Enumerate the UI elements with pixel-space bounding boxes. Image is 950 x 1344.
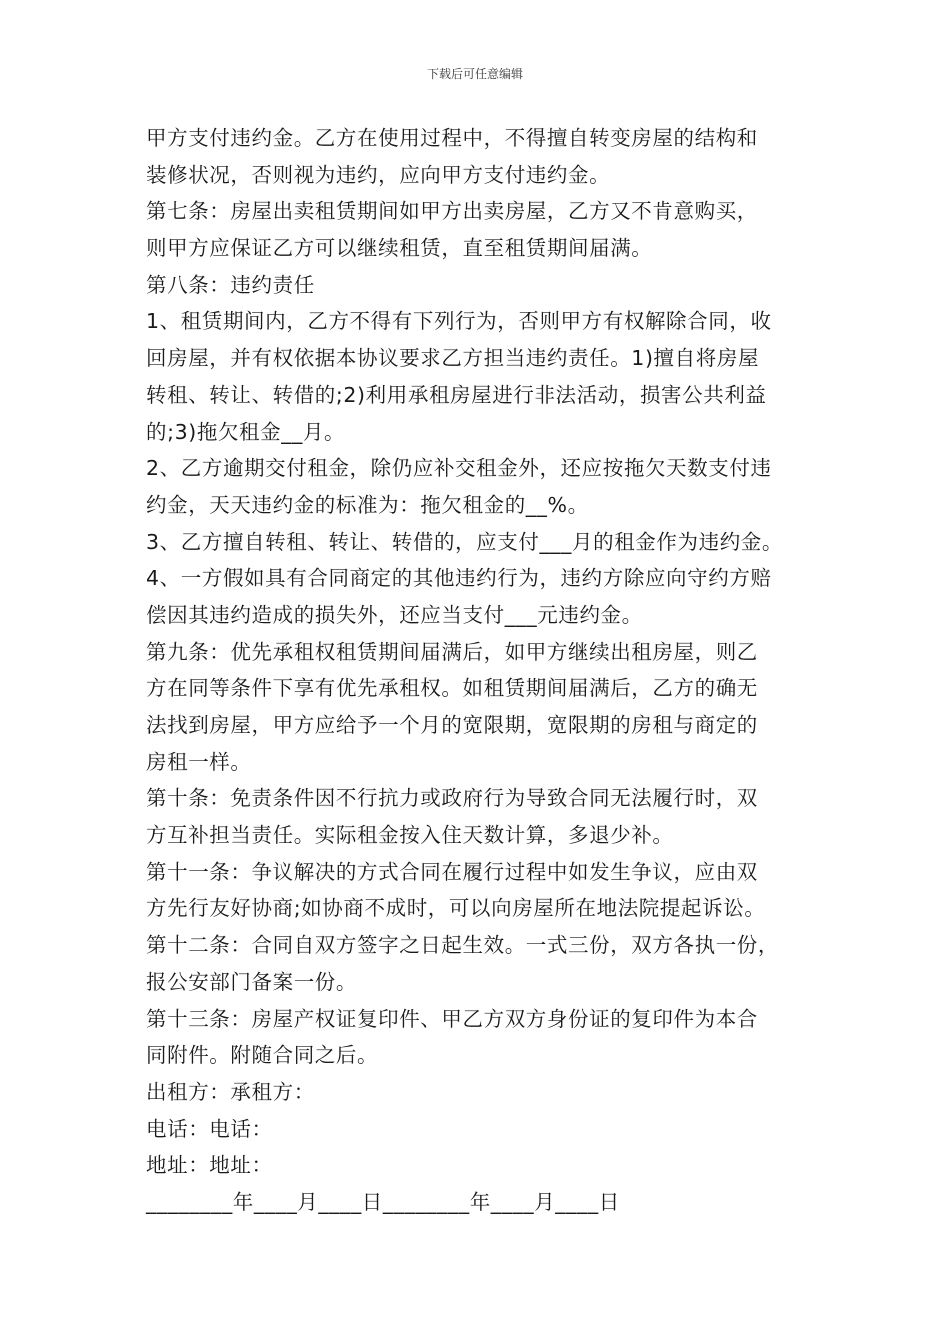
signature-address-line: 地址：地址：: [146, 1153, 273, 1178]
text-line: 甲方支付违约金。乙方在使用过程中，不得擅自转变房屋的结构和: [146, 126, 758, 150]
signature-parties-line: 出租方：承租方：: [146, 1079, 315, 1104]
signature-date-line: ________年____月____日________年____月____日: [146, 1189, 620, 1214]
text-line: 装修状况，否则视为违约，应向甲方支付违约金。: [146, 162, 611, 187]
signature-phone-line: 电话：电话：: [146, 1116, 273, 1141]
article-12-line: 第十二条：合同自双方签字之日起生效。一式三份，双方各执一份，: [146, 933, 779, 958]
document-body: [146, 120, 826, 1221]
article-11-line: 第十一条：争议解决的方式合同在履行过程中如发生争议，应由双: [146, 859, 758, 884]
text-line: 同附件。附随合同之后。: [146, 1043, 379, 1068]
text-line: 则甲方应保证乙方可以继续租赁，直至租赁期间届满。: [146, 236, 653, 261]
text-line: 方在同等条件下享有优先承租权。如租赁期间届满后，乙方的确无: [146, 676, 758, 701]
text-line: 的;3)拖欠租金__月。: [146, 419, 346, 444]
article-8-heading: 第八条：违约责任: [146, 272, 315, 297]
text-line: 房租一样。: [146, 749, 252, 774]
article-7-line: 第七条：房屋出卖租赁期间如甲方出卖房屋，乙方又不肯意购买，: [146, 199, 758, 224]
text-line: 偿因其违约造成的损失外，还应当支付___元违约金。: [146, 602, 643, 627]
article-10-line: 第十条：免责条件因不行抗力或政府行为导致合同无法履行时，双: [146, 786, 758, 811]
text-line: 2、乙方逾期交付租金，除仍应补交租金外，还应按拖欠天数支付违: [146, 456, 772, 481]
text-line: 回房屋，并有权依据本协议要求乙方担当违约责任。1)擅自将房屋: [146, 346, 760, 371]
text-line: 方先行友好协商;如协商不成时，可以向房屋所在地法院提起诉讼。: [146, 896, 766, 921]
text-line: 方互补担当责任。实际租金按入住天数计算，多退少补。: [146, 823, 674, 848]
text-line: 1、租赁期间内，乙方不得有下列行为，否则甲方有权解除合同，收: [146, 309, 772, 334]
text-line: 3、乙方擅自转租、转让、转借的，应支付___月的租金作为违约金。: [146, 529, 783, 554]
text-line: 约金，天天违约金的标准为：拖欠租金的__%。: [146, 492, 589, 517]
article-13-line: 第十三条：房屋产权证复印件、甲乙方双方身份证的复印件为本合: [146, 1006, 758, 1031]
text-line: 报公安部门备案一份。: [146, 969, 357, 994]
page-header: 下载后可任意编辑: [426, 67, 523, 81]
text-line: 4、一方假如具有合同商定的其他违约行为，违约方除应向守约方赔: [146, 566, 772, 591]
article-9-line: 第九条：优先承租权租赁期间届满后，如甲方继续出租房屋，则乙: [146, 639, 758, 664]
text-line: 法找到房屋，甲方应给予一个月的宽限期，宽限期的房租与商定的: [146, 713, 758, 737]
text-line: 转租、转让、转借的;2)利用承租房屋进行非法活动，损害公共利益: [146, 382, 767, 407]
